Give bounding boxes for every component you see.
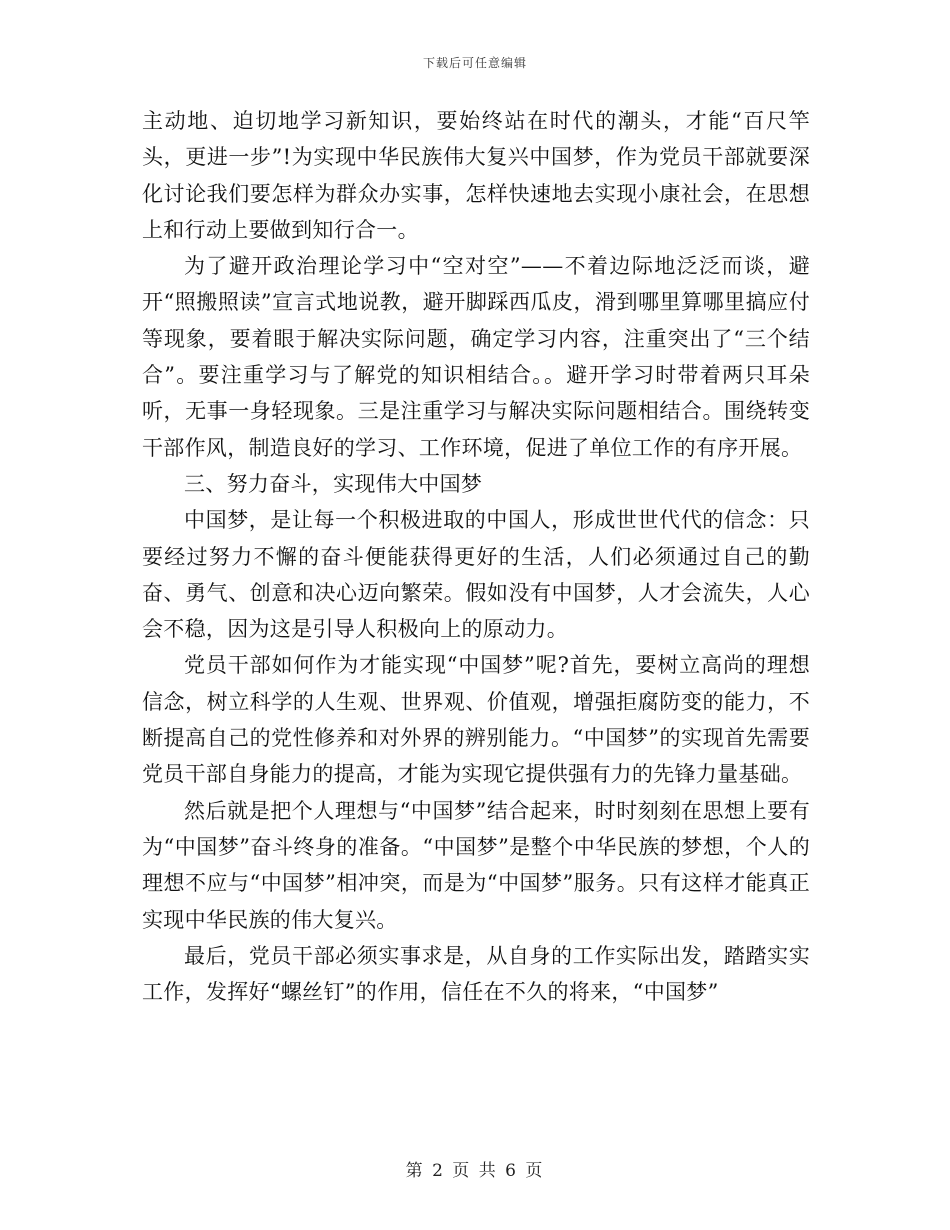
- paragraph-5: 然后就是把个人理想与“中国梦”结合起来，时时刻刻在思想上要有为“中国梦”奋斗终身的准备。“中国梦”是整个中华民族的梦想，个人的理想不应与“中国梦”相冲突，而是为“中国梦”服务。只有这样才能真正实现中华民族的伟大复兴。: [142, 798, 810, 932]
- section-heading: 三、努力奋斗，实现伟大中国梦: [184, 471, 483, 496]
- document-body: [142, 103, 810, 1010]
- page-header: 下载后可任意编辑: [422, 56, 527, 70]
- paragraph-4: 党员干部如何作为才能实现“中国梦”呢?首先，要树立高尚的理想信念，树立科学的人生观、世界观、价值观，增强拒腐防变的能力，不断提高自己的党性修养和对外界的辨别能力。“中国梦”的实现首先需要党员干部自身能力的提高，才能为实现它提供强有力的先锋力量基础。: [142, 653, 810, 787]
- paragraph-1: 主动地、迫切地学习新知识，要始终站在时代的潮头，才能“百尺竿头，更进一步”!为实现中华民族伟大复兴中国梦，作为党员干部就要深化讨论我们要怎样为群众办实事，怎样快速地去实现小康社会，在思想上和行动上要做到知行合一。: [142, 109, 810, 242]
- page-number-footer: 第 2 页 共 6 页: [405, 1161, 545, 1181]
- paragraph-6: 最后，党员干部必须实事求是，从自身的工作实际出发，踏踏实实工作，发挥好“螺丝钉”的作用，信任在不久的将来，“中国梦”: [142, 943, 810, 1005]
- paragraph-2: 为了避开政治理论学习中“空对空”——不着边际地泛泛而谈，避开“照搬照读”宣言式地说教，避开脚踩西瓜皮，滑到哪里算哪里搞应付等现象，要着眼于解决实际问题，确定学习内容，注重突出了“三个结合”。要注重学习与了解党的知识相结合。。避开学习时带着两只耳朵听，无事一身轻现象。三是注重学习与解决实际问题相结合。围绕转变干部作风，制造良好的学习、工作环境，促进了单位工作的有序开展。: [142, 254, 810, 460]
- paragraph-3: 中国梦，是让每一个积极进取的中国人，形成世世代代的信念：只要经过努力不懈的奋斗便能获得更好的生活，人们必须通过自己的勤奋、勇气、创意和决心迈向繁荣。假如没有中国梦，人才会流失，人心会不稳，因为这是引导人积极向上的原动力。: [142, 508, 810, 642]
